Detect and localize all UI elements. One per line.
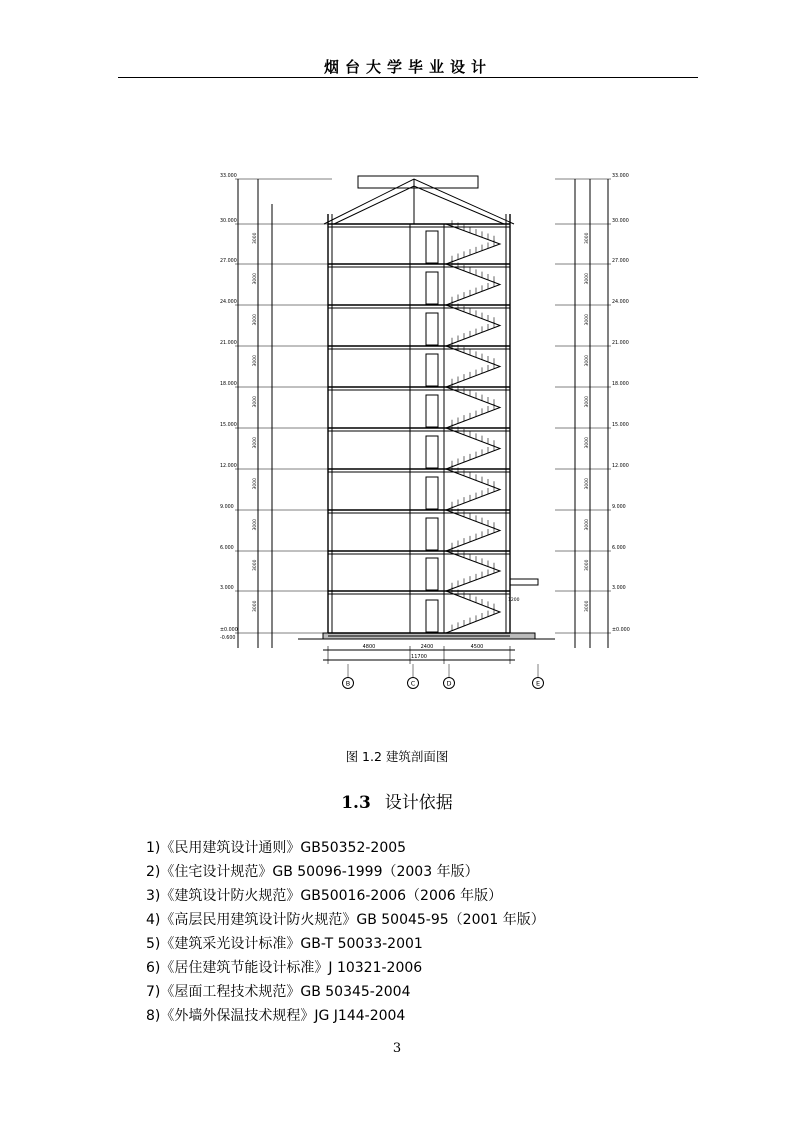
right-elevation-label: 27.000 [612,259,629,264]
list-item: 7)《屋面工程技术规范》GB 50345-2004 [146,984,411,1000]
list-item: 5)《建筑采光设计标准》GB-T 50033-2001 [146,936,423,952]
left-elevation-label: 27.000 [220,259,237,264]
left-elevation-label: 18.000 [220,382,237,387]
floor-height-label: 3000 [585,559,590,571]
header-rule [118,77,698,78]
list-item: 1)《民用建筑设计通则》GB50352-2005 [146,840,407,856]
stair-flight [446,510,500,551]
stair-flight [446,428,500,469]
right-elevation-label: 24.000 [612,300,629,305]
section-heading [0,788,794,813]
reference-list [146,836,545,1028]
right-elevation-label: 15.000 [612,423,629,428]
list-item: 8)《外墙外保温技术规程》JG J144-2004 [146,1008,406,1024]
door-opening [426,518,438,550]
floor-height-label: 3000 [585,355,590,367]
left-elevation-label: 30.000 [220,219,237,224]
floor-height-label: 3000 [585,314,590,326]
floor-height-label: 3000 [585,478,590,490]
figure-caption: 图 1.2 建筑剖面图 [345,749,449,764]
building-section-drawing [180,168,660,698]
total-dim-label: 11700 [411,654,427,660]
door-opening [426,354,438,386]
stair-dim-label: 1200 [508,598,520,603]
door-opening [426,231,438,263]
door-opening [426,477,438,509]
stair-flight [446,264,500,305]
right-elevation-label: 30.000 [612,219,629,224]
floor-height-label: 3000 [253,273,258,285]
floor-height-label: 3000 [253,600,258,612]
left-elevation-label: 24.000 [220,300,237,305]
page-number: 3 [392,1041,402,1056]
list-item: 4)《高层民用建筑设计防火规范》GB 50045-95（2001 年版） [146,912,545,928]
axis-label: D [446,679,452,688]
door-opening [426,558,438,590]
stair-flight [446,591,500,633]
floor-height-label: 3000 [253,232,258,244]
left-elevation-label: 33.000 [220,174,237,179]
right-elevation-label: 6.000 [612,546,626,551]
floor-height-label: 3000 [253,559,258,571]
floor-height-label: 3000 [585,437,590,449]
stair-flight [446,551,500,591]
bay-dim-label: 4500 [470,644,484,650]
right-elevation-label: 21.000 [612,341,629,346]
roof-parapet [358,176,478,188]
page-header-title: 烟台大学毕业设计 [323,58,492,76]
stair-flight [446,346,500,387]
stair-flight [446,387,500,428]
stair-flight [446,224,500,264]
right-elevation-label: ±0.000 [612,628,630,633]
floor-height-label: 3000 [253,314,258,326]
roof-outline [324,179,514,224]
bay-dim-label: 4800 [362,644,376,650]
door-opening [426,395,438,427]
section-number: 1.3 [341,793,371,813]
left-elevation-label: 12.000 [220,464,237,469]
right-elevation-label: 33.000 [612,174,629,179]
floor-height-label: 3000 [585,396,590,408]
floor-height-label: 3000 [253,355,258,367]
bay-dim-label: 2400 [420,644,434,650]
axis-label: B [345,679,351,688]
left-elevation-label: 15.000 [220,423,237,428]
floor-height-label: 3000 [585,519,590,531]
door-opening [426,600,438,632]
left-elevation-label: -0.600 [220,636,236,641]
right-elevation-label: 9.000 [612,505,626,510]
floor-height-label: 3000 [253,437,258,449]
floor-height-label: 3000 [253,519,258,531]
door-opening [426,272,438,304]
left-elevation-label: 9.000 [220,505,234,510]
right-elevation-label: 12.000 [612,464,629,469]
axis-label: C [410,679,416,688]
right-elevation-label: 18.000 [612,382,629,387]
axis-label: E [535,679,541,688]
stair-flight [446,305,500,346]
door-opening [426,313,438,345]
left-elevation-label: ±0.000 [220,628,238,633]
floor-height-label: 3000 [585,600,590,612]
list-item: 2)《住宅设计规范》GB 50096-1999（2003 年版） [146,864,479,880]
list-item: 3)《建筑设计防火规范》GB50016-2006（2006 年版） [146,888,503,904]
canopy [510,579,538,585]
section-title-text: 设计依据 [384,793,453,813]
roof-inner [334,186,504,224]
floor-height-label: 3000 [585,232,590,244]
left-elevation-label: 3.000 [220,586,234,591]
stair-flight [446,469,500,510]
floor-height-label: 3000 [585,273,590,285]
left-elevation-label: 6.000 [220,546,234,551]
floor-height-label: 3000 [253,396,258,408]
left-elevation-label: 21.000 [220,341,237,346]
floor-height-label: 3000 [253,478,258,490]
list-item: 6)《居住建筑节能设计标准》J 10321-2006 [146,960,423,976]
door-opening [426,436,438,468]
right-elevation-label: 3.000 [612,586,626,591]
